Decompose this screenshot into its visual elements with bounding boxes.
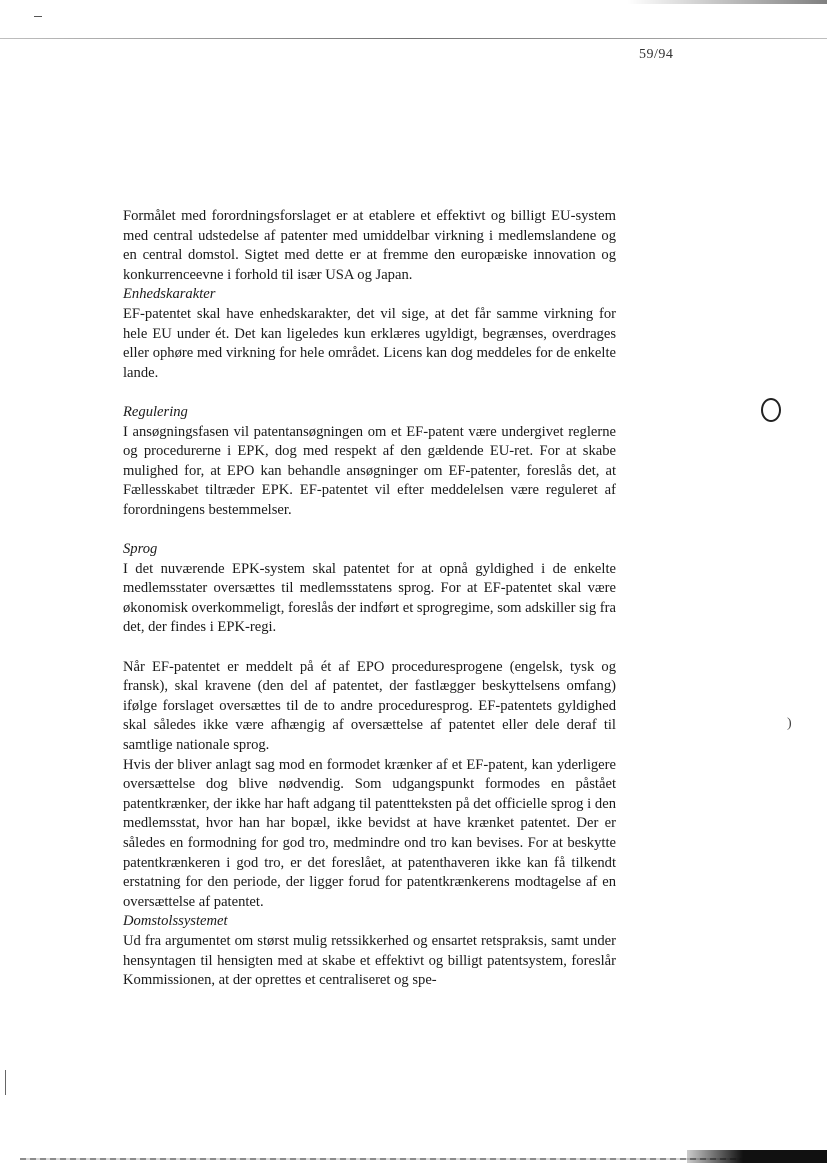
punch-hole-mark: [761, 398, 781, 422]
section-text: Ud fra argumentet om størst mulig retssikkerhed og ensartet retspraksis, samt under hensyntagen til hensigten med at skabe et effektivt og billigt patentsystem, foreslår Kommissionen, at der oprettes et centraliseret og spe-: [123, 932, 616, 989]
section-regulering: [123, 403, 616, 521]
paragraph-intro: Formålet med forordningsforslaget er at etablere et effektivt og billigt EU-system med central udstedelse af patenter med umiddelbar virkning i medlemslandene og en central domstol. Sigtet med dette er at fremme den europæiske innovation og konkurrenceevne i forhold til især USA og Japan.: [123, 208, 616, 283]
section-enhedskarakter: [123, 285, 616, 383]
paragraph-sprog-3: Hvis der bliver anlagt sag mod en formodet krænker af et EF-patent, kan yderligere oversættelse dog blive nødvendig. Som udgangspunkt formodes en påstået patentkrænker, der ikke har haft adgang til patentteksten på det officielle sprog i den medlemsstat, hvor han har bopæl, ikke bevidst at have krænket patentet. Der er således en formodning for god tro, medmindre ond tro kan bevises. For at beskytte patentkrænkeren i god tro, er det foreslået, at patenthaveren ikke kan få tilkendt erstatning for den periode, der ligger forud for patentkrænkerens modtagelse af en oversættelse af patentet.: [123, 756, 616, 910]
margin-dash: [34, 16, 42, 17]
scan-artifact-top: [627, 0, 827, 4]
section-heading: Sprog: [123, 541, 158, 558]
section-sprog: [123, 540, 616, 638]
section-text: I det nuværende EPK-system skal patentet for at opnå gyldighed i de enkelte medlemsstater oversættes til medlemsstatens sprog. For at EF-patentet skal være økonomisk overkommeligt, foreslås der indført et sprogregime, som adskiller sig fra det, der findes i EPK-regi.: [123, 560, 616, 636]
scan-artifact-bottom: [687, 1150, 827, 1163]
section-heading: Regulering: [123, 403, 188, 420]
margin-paren-mark: ): [787, 716, 792, 731]
section-text: I ansøgningsfasen vil patentansøgningen om et EF-patent være undergivet reglerne og procedurerne i EPK, dog med respekt af den gældende EU-ret. For at skabe mulighed for, at EPO kan behandle ansøgninger om EF-patenter, foreslås det, at Fællesskabet tiltræder EPK. EF-patentet vil efter meddelelsen være reguleret af forordningens bestemmelser.: [123, 423, 616, 518]
section-domstolssystemet: [123, 912, 616, 990]
document-body: [123, 207, 616, 991]
page-number: 59/94: [639, 47, 674, 62]
paragraph-sprog-2: Når EF-patentet er meddelt på ét af EPO proceduresprogene (engelsk, tysk og fransk), skal kravene (den del af patentet, der fastlægger beskyttelsens omfang) ifølge forslaget oversættes til de to andre proceduresprog. EF-patentets gyldighed skal således ikke være afhængig af oversættelse af patentet eller dele deraf til samtlige nationale sprog.: [123, 658, 616, 754]
section-heading: Enhedskarakter: [123, 286, 216, 303]
section-text: EF-patentet skal have enhedskarakter, det vil sige, at det får samme virkning for hele EU under ét. Det kan ligeledes kun erklæres ugyldigt, begrænses, overdrages eller ophøre med virkning for hele området. Licens kan dog meddeles for de enkelte lande.: [123, 305, 616, 381]
scan-edge-line-top: [0, 38, 827, 39]
section-heading: Domstolssystemet: [123, 913, 228, 930]
margin-rule: [5, 1070, 6, 1095]
